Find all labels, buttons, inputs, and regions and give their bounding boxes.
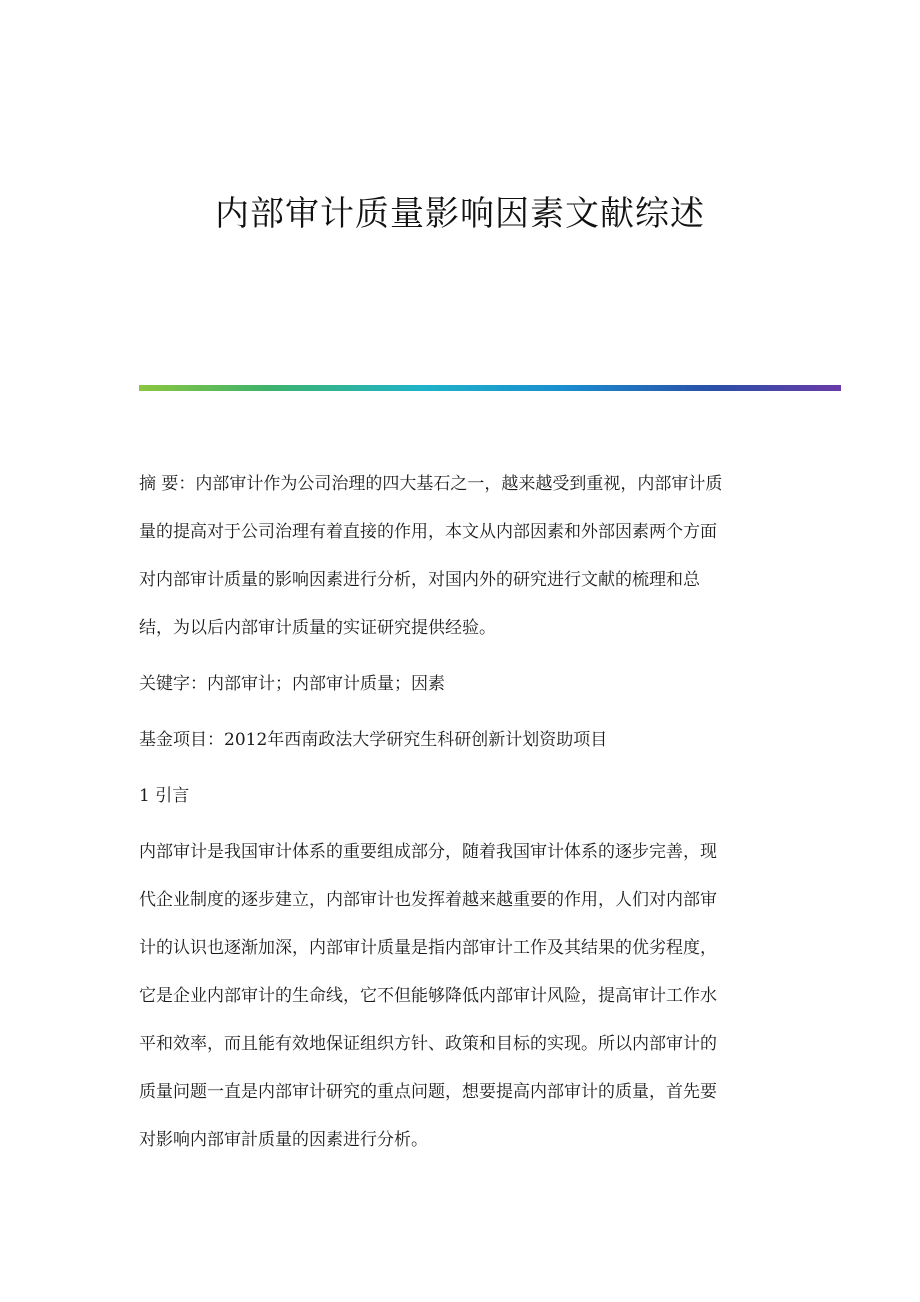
body-line: 内部审计是我国审计体系的重要组成部分，随着我国审计体系的逐步完善，现: [139, 842, 717, 862]
fund-line: 基金项目：2012年西南政法大学研究生科研创新计划资助项目: [139, 730, 608, 750]
abstract-line: 摘 要：内部审计作为公司治理的四大基石之一，越来越受到重视，内部审计质: [139, 474, 723, 494]
body-line: 质量问题一直是内部审计研究的重点问题，想要提高内部审计的质量，首先要: [139, 1082, 717, 1102]
abstract-line: 对内部审计质量的影响因素进行分析，对国内外的研究进行文献的梳理和总: [139, 570, 700, 590]
keywords-line: 关键字：内部审计；内部审计质量；因素: [139, 674, 445, 694]
abstract-paragraph: [139, 460, 779, 652]
title-divider: [139, 385, 841, 391]
body-line: 计的认识也逐渐加深，内部审计质量是指内部审计工作及其结果的优劣程度，: [139, 938, 717, 958]
section-heading: 1 引言: [139, 786, 190, 806]
document-title: 内部审计质量影响因素文献综述: [215, 194, 705, 234]
body-paragraph: [139, 828, 779, 1164]
body-line: 它是企业内部审计的生命线，它不但能够降低内部审计风险，提高审计工作水: [139, 986, 717, 1006]
body-line: 代企业制度的逐步建立，内部审计也发挥着越来越重要的作用，人们对内部审: [139, 890, 717, 910]
body-line: 平和效率，而且能有效地保证组织方针、政策和目标的实现。所以内部审计的: [139, 1034, 717, 1054]
abstract-line: 结，为以后内部审计质量的实证研究提供经验。: [139, 618, 496, 638]
abstract-line: 量的提高对于公司治理有着直接的作用，本文从内部因素和外部因素两个方面: [139, 522, 717, 542]
body-line: 对影响内部审計质量的因素进行分析。: [139, 1130, 428, 1150]
